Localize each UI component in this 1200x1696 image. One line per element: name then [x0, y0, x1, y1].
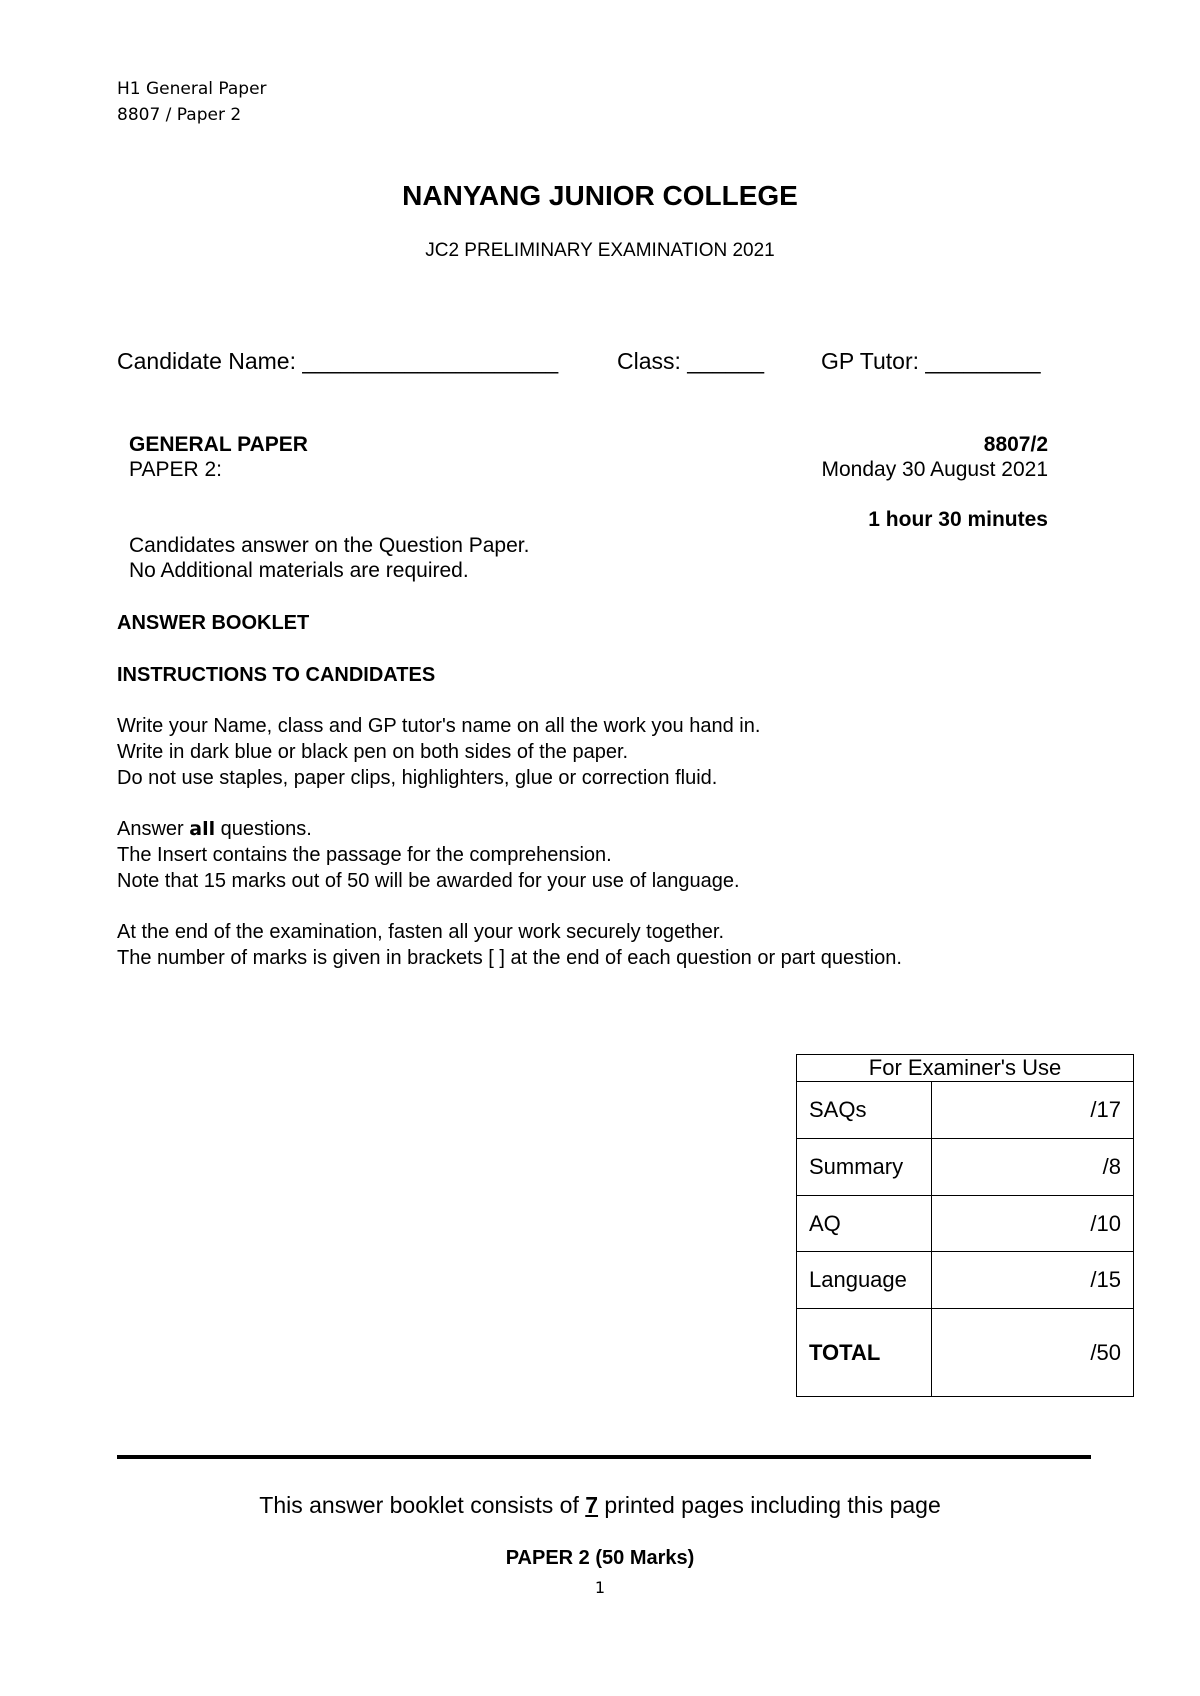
examiner-table-title: For Examiner's Use: [797, 1055, 1134, 1082]
header-course: H1 General Paper: [117, 79, 267, 99]
instruction-line: Write in dark blue or black pen on both sides of the paper.: [117, 741, 629, 763]
page-count-note: This answer booklet consists of 7 printed pages including this page: [259, 1492, 941, 1518]
instruction-line: The number of marks is given in brackets [ ] at the end of each question or part question.: [117, 947, 902, 969]
class-field: Class: ______: [617, 348, 765, 374]
candidate-name-field: Candidate Name: ____________________: [117, 348, 559, 374]
exam-duration: 1 hour 30 minutes: [868, 508, 1048, 531]
instruction-line: Answer all questions.: [117, 818, 312, 840]
row-max-mark: /17: [932, 1082, 1134, 1139]
instructions-heading: INSTRUCTIONS TO CANDIDATES: [117, 664, 436, 686]
instruction-line: The Insert contains the passage for the comprehension.: [117, 844, 612, 866]
instruction-line: Do not use staples, paper clips, highlighters, glue or correction fluid.: [117, 767, 718, 789]
instruction-line: Note that 15 marks out of 50 will be awarded for your use of language.: [117, 870, 740, 892]
row-label: TOTAL: [797, 1309, 932, 1397]
subject-heading: GENERAL PAPER: [129, 433, 308, 456]
gp-tutor-field: GP Tutor: _________: [821, 348, 1041, 374]
exam-date: Monday 30 August 2021: [821, 458, 1048, 481]
instructions-block: [117, 713, 902, 971]
instruction-line: At the end of the examination, fasten all your work securely together.: [117, 921, 725, 943]
row-max-mark: /8: [932, 1139, 1134, 1196]
table-row: [797, 1252, 1134, 1309]
table-row: [797, 1196, 1134, 1252]
table-row: [797, 1082, 1134, 1139]
row-label: SAQs: [797, 1082, 932, 1139]
row-max-mark: /50: [932, 1309, 1134, 1397]
row-max-mark: /10: [932, 1196, 1134, 1252]
candidate-note-2: No Additional materials are required.: [129, 559, 469, 582]
row-max-mark: /15: [932, 1252, 1134, 1309]
page-number: 1: [594, 1578, 606, 1597]
row-label: Language: [797, 1252, 932, 1309]
table-row: [797, 1139, 1134, 1196]
exam-title: JC2 PRELIMINARY EXAMINATION 2021: [425, 240, 775, 261]
answer-booklet-heading: ANSWER BOOKLET: [117, 612, 310, 634]
divider: [117, 1455, 1091, 1459]
paper-label: PAPER 2:: [129, 458, 222, 481]
instruction-line: Write your Name, class and GP tutor's name on all the work you hand in.: [117, 715, 761, 737]
examiner-use-table: [796, 1054, 1134, 1397]
paper-marks: PAPER 2 (50 Marks): [505, 1547, 695, 1569]
row-label: AQ: [797, 1196, 932, 1252]
row-label: Summary: [797, 1139, 932, 1196]
table-row: [797, 1309, 1134, 1397]
paper-code: 8807/2: [983, 433, 1048, 456]
header-paper-code: 8807 / Paper 2: [117, 105, 242, 125]
school-title: NANYANG JUNIOR COLLEGE: [402, 180, 798, 211]
candidate-note-1: Candidates answer on the Question Paper.: [129, 534, 530, 557]
page-count: 7: [585, 1492, 599, 1518]
